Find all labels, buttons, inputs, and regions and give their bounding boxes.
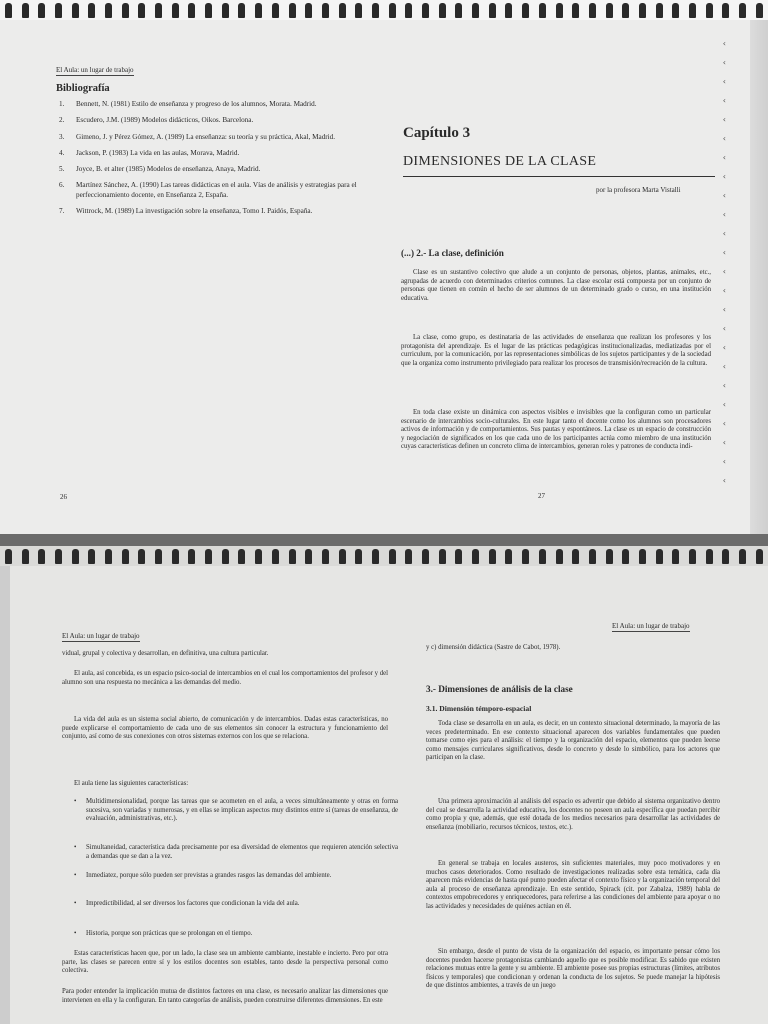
spiral-ring [105, 549, 112, 564]
paragraph: En toda clase existe un dinámica con aspectos visibles e invisibles que la configuran como un particular escenario de intercambios socio-culturales. En este lugar tanto el docente como los alumnos son procesadores activos de información y de comportamientos. Sus pautas y espontáneos. La clase es un espacio de construcción y negociación de significados en los que cada uno de los participantes actúa como miembro de una institución cuyas características definen un concreto clima de intercambios, generan roles y patrones de conducta indi- [401, 409, 711, 451]
spiral-ring [188, 549, 195, 564]
spiral-ring [422, 549, 429, 564]
spiral-ring [439, 3, 446, 18]
spiral-ring [38, 3, 45, 18]
bibliography-item: 5. Joyce, B. et alter (1985) Modelos de enseñanza, Anaya, Madrid. [59, 165, 261, 174]
paragraph: El aula tiene las siguientes características: [74, 780, 189, 787]
spiral-ring [489, 3, 496, 18]
spiral-ring [455, 3, 462, 18]
bibliography-item: 3. Gimeno, J. y Pérez Gómez, A. (1989) La enseñanza: su teoría y su práctica, Akal, Madrid. [59, 132, 336, 141]
spiral-ring [739, 3, 746, 18]
chapter-title: DIMENSIONES DE LA CLASE [403, 154, 597, 169]
spiral-ring [305, 549, 312, 564]
bullet-icon: • [74, 844, 77, 851]
spiral-ring [556, 549, 563, 564]
page-edge-left [0, 566, 10, 1024]
list-item: • Inmediatez, porque sólo pueden ser previstas a grandes rasgos las demandas del ambiente. [74, 872, 332, 879]
spiral-ring [706, 3, 713, 18]
spiral-ring [5, 3, 12, 18]
bibliography-title: Bibliografía [56, 83, 110, 94]
spiral-binding-top [0, 0, 768, 20]
spiral-ring [405, 549, 412, 564]
running-head: El Aula: un lugar de trabajo [612, 622, 690, 630]
spiral-ring [539, 3, 546, 18]
page-edge-shadow [750, 20, 768, 534]
spiral-ring [38, 549, 45, 564]
spiral-ring [372, 549, 379, 564]
spiral-ring [455, 549, 462, 564]
spiral-ring [505, 549, 512, 564]
spiral-ring [672, 549, 679, 564]
chapter-author: por la profesora Marta Vistalli [596, 186, 681, 194]
spiral-ring [22, 549, 29, 564]
section-heading: (...) 2.- La clase, definición [401, 248, 504, 258]
paragraph: La vida del aula es un sistema social abierto, de comunicación y de intercambios. Dadas estas características, no puede explicarse el comportamiento de cada uno de sus elementos sin conocer la estructura y funcionamiento del conjunto, así como de sus conexiones con otros sistemas externos con los que se relaciona. [62, 716, 388, 741]
list-item: • Simultaneidad, característica dada precisamente por esa diversidad de elementos que requieren atención selectiva a demandas que se dan a la vez. [74, 844, 398, 860]
spiral-ring [556, 3, 563, 18]
spiral-ring [439, 549, 446, 564]
spiral-ring [88, 3, 95, 18]
spiral-ring [489, 549, 496, 564]
spiral-ring [472, 3, 479, 18]
spiral-ring [622, 3, 629, 18]
spiral-ring [122, 3, 129, 18]
spiral-ring [572, 3, 579, 18]
spiral-ring [689, 549, 696, 564]
spiral-ring [756, 549, 763, 564]
spiral-ring [572, 549, 579, 564]
spiral-ring [5, 549, 12, 564]
bibliography-item: 4. Jackson, P. (1983) La vida en las aulas, Morava, Madrid. [59, 148, 240, 157]
spiral-ring [739, 549, 746, 564]
spiral-ring [355, 3, 362, 18]
page-number: 27 [538, 492, 545, 500]
paragraph: Para poder entender la implicación mutua de distintos factores en una clase, es necesario analizar las dimensiones que intervienen en ella y la configuran. En tanto categorías de análisis, pueden construirse diferentes dimensiones. En este [62, 988, 388, 1004]
spiral-ring [122, 549, 129, 564]
spiral-ring [322, 549, 329, 564]
spiral-ring [72, 549, 79, 564]
paragraph: Sin embargo, desde el punto de vista de la organización del espacio, es importante pensar cómo los docentes pueden hacerse protagonistas cambiando aquello que es posible modificar. Es sabido que existen relaciones mutuas entre la gente y su ambiente. El ambiente posee sus propias estructuras (límites, atributos físicos y temporales) que condicionan y ordenan la conducta de los sujetos. Se puede manejar la hipótesis de que distintos ambientes, a través de un juego [426, 948, 720, 990]
spiral-ring [422, 3, 429, 18]
spiral-ring [589, 549, 596, 564]
subsection-heading: 3.1. Dimensión témporo-espacial [426, 704, 532, 713]
page-number: 26 [60, 493, 67, 501]
paragraph: y c) dimensión didáctica (Sastre de Cabot, 1978). [426, 644, 561, 651]
spiral-ring [522, 549, 529, 564]
paragraph: En general se trabaja en locales austeros, sin suficientes materiales, muy poco motivadores y en muchos casos deteriorados. Como resultado de investigaciones realizadas sobre esta temática, cada día aparecen más evidencias de hasta qué punto pueden afectar el contexto físico y la organización temporal del aula al proceso de enseñanza aprendizaje. En este sentido, Spirack (cit. por Zabalza, 1989) habla de contextos empobrecedores y enriquecedores, para referirse a las condiciones del ambiente para apoyar o no las actividades y necesidades de quiénes actúan en él. [426, 860, 720, 910]
paragraph: vidual, grupal y colectiva y desarrollan, en definitiva, una cultura particular. [62, 650, 269, 657]
scan-gap [0, 534, 768, 546]
spiral-ring [639, 549, 646, 564]
spiral-ring [55, 3, 62, 18]
spiral-ring [639, 3, 646, 18]
section-heading: 3.- Dimensiones de análisis de la clase [426, 684, 573, 694]
spiral-ring [255, 3, 262, 18]
spiral-ring [172, 549, 179, 564]
spiral-ring [606, 3, 613, 18]
spiral-ring [622, 549, 629, 564]
spiral-ring [222, 3, 229, 18]
spiral-ring [72, 3, 79, 18]
spiral-ring [289, 549, 296, 564]
spiral-ring [205, 3, 212, 18]
paragraph: Estas características hacen que, por un lado, la clase sea un ambiente cambiante, inestable e incierto. Pero por otra parte, las clases se parecen entre sí y los estilos docentes son estables, tanto desde la perspectiva personal como colectiva. [62, 950, 388, 975]
spiral-ring [722, 549, 729, 564]
bullet-icon: • [74, 872, 77, 879]
list-item: • Impredictibilidad, al ser diversos los factores que condicionan la vida del aula. [74, 900, 300, 907]
spiral-ring [756, 3, 763, 18]
spiral-ring [689, 3, 696, 18]
spiral-ring [22, 3, 29, 18]
spiral-ring [339, 549, 346, 564]
spiral-ring [606, 549, 613, 564]
spiral-ring [272, 549, 279, 564]
spiral-ring [722, 3, 729, 18]
paragraph: Clase es un sustantivo colectivo que alude a un conjunto de personas, objetos, plantas, animales, etc., agrupadas de acuerdo con determinados criterios comunes. La clase escolar está compuesta por un conjunto de personas que tienen en común el hecho de ser alumnos de un determinado grado o curso, en una institución educativa. [401, 269, 711, 302]
spiral-ring [589, 3, 596, 18]
chapter-label: Capítulo 3 [403, 125, 471, 141]
spiral-ring [322, 3, 329, 18]
bullet-icon: • [74, 798, 77, 805]
spiral-ring [55, 549, 62, 564]
spiral-ring [222, 549, 229, 564]
bibliography-item: 2. Escudero, J.M. (1989) Modelos didácticos, Oikos. Barcelona. [59, 116, 254, 125]
bibliography-item: 6. Martínez Sánchez, A. (1990) Las tareas didácticas en el aula. Vías de análisis y estrategias para el perfeccionamiento docente, en Enseñanza 2, España. [59, 181, 357, 199]
spiral-ring [389, 3, 396, 18]
spiral-ring [155, 549, 162, 564]
spiral-ring [272, 3, 279, 18]
spiral-ring [539, 549, 546, 564]
bullet-icon: • [74, 930, 77, 937]
bibliography-item: 7. Wittrock, M. (1989) La investigación sobre la enseñanza, Tomo I. Paidós, España. [59, 207, 313, 216]
paragraph: Una primera aproximación al análisis del espacio es advertir que debido al sistema organizativo dentro del cual se desarrolla la actividad educativa, los docentes no poseen un aula específica que puedan percibir como propia y que, además, que esté dotada de los medios necesarios para desarrollar las actividades de enseñanza (mobiliario, recursos técnicos, textos, etc.). [426, 798, 720, 831]
spiral-ring [656, 3, 663, 18]
spiral-ring [289, 3, 296, 18]
spiral-ring [88, 549, 95, 564]
spiral-ring [205, 549, 212, 564]
spiral-ring [706, 549, 713, 564]
list-item: • Multidimensionalidad, porque las tareas que se acometen en el aula, a veces simultáneamente y otras en forma sucesiva, son variadas y numerosas, y en ellas se implican aspectos muy distintos entre sí (tareas de enseñanza, de evaluación, administrativas, etc.). [74, 798, 398, 823]
spiral-ring [172, 3, 179, 18]
bottom-scan [0, 546, 768, 1024]
spiral-ring [656, 549, 663, 564]
spiral-ring [472, 549, 479, 564]
bibliography-list [56, 100, 374, 223]
spiral-ring [255, 549, 262, 564]
spiral-ring [138, 3, 145, 18]
spiral-binding-bottom [0, 546, 768, 566]
bibliography-item: 1. Bennett, N. (1981) Estilo de enseñanza y progreso de los alumnos, Morata. Madrid. [59, 100, 317, 108]
spiral-ring [238, 3, 245, 18]
spiral-ring [238, 549, 245, 564]
paragraph: El aula, así concebida, es un espacio psico-social de intercambios en el cual los comportamientos del profesor y del alumno son una respuesta no mecánica a las demandas del medio. [62, 670, 388, 686]
paragraph: La clase, como grupo, es destinataria de las actividades de enseñanza que realizan los profesores y los protagonista del aprendizaje. Es el lugar de las prácticas pedagógicas institucionalizadas, mediatizadas por el curriculum, por la comunicación, por las representaciones simbólicas de los sujetos participantes y de la sociedad que la organiza como instrumento privilegiado para realizar los procesos de transmisión/recreación de la cultura. [401, 334, 711, 367]
spiral-ring [522, 3, 529, 18]
spiral-ring [105, 3, 112, 18]
paragraph: Toda clase se desarrolla en un aula, es decir, en un contexto situacional determinado, la mayoría de las veces predeterminado. En ese contexto situacional aparecen dos variables fundamentales que pueden tomarse como ejes para el análisis: el tiempo y la organización del espacio, elementos que pueden leerse como mensajes curriculares significativos, desde lo concreto y desde lo simbólico, para los actores que participan en la clase. [426, 720, 720, 762]
spiral-ring [138, 549, 145, 564]
spiral-ring [155, 3, 162, 18]
spiral-ring [355, 549, 362, 564]
margin-marks: ‹ ‹ ‹ ‹ ‹ ‹ ‹ ‹ ‹ ‹ ‹ ‹ ‹ ‹ ‹ ‹ ‹ ‹ ‹ ‹ ‹ ‹ ‹ ‹ [722, 39, 727, 485]
running-head: El Aula: un lugar de trabajo [62, 632, 140, 640]
spiral-ring [188, 3, 195, 18]
spiral-ring [672, 3, 679, 18]
spiral-ring [305, 3, 312, 18]
running-head: El Aula: un lugar de trabajo [56, 66, 134, 74]
spiral-ring [505, 3, 512, 18]
spiral-ring [389, 549, 396, 564]
spiral-ring [339, 3, 346, 18]
chapter-rule [403, 176, 715, 177]
list-item: • Historia, porque son prácticas que se prolongan en el tiempo. [74, 930, 253, 937]
spiral-ring [405, 3, 412, 18]
bullet-icon: • [74, 900, 77, 907]
spiral-ring [372, 3, 379, 18]
